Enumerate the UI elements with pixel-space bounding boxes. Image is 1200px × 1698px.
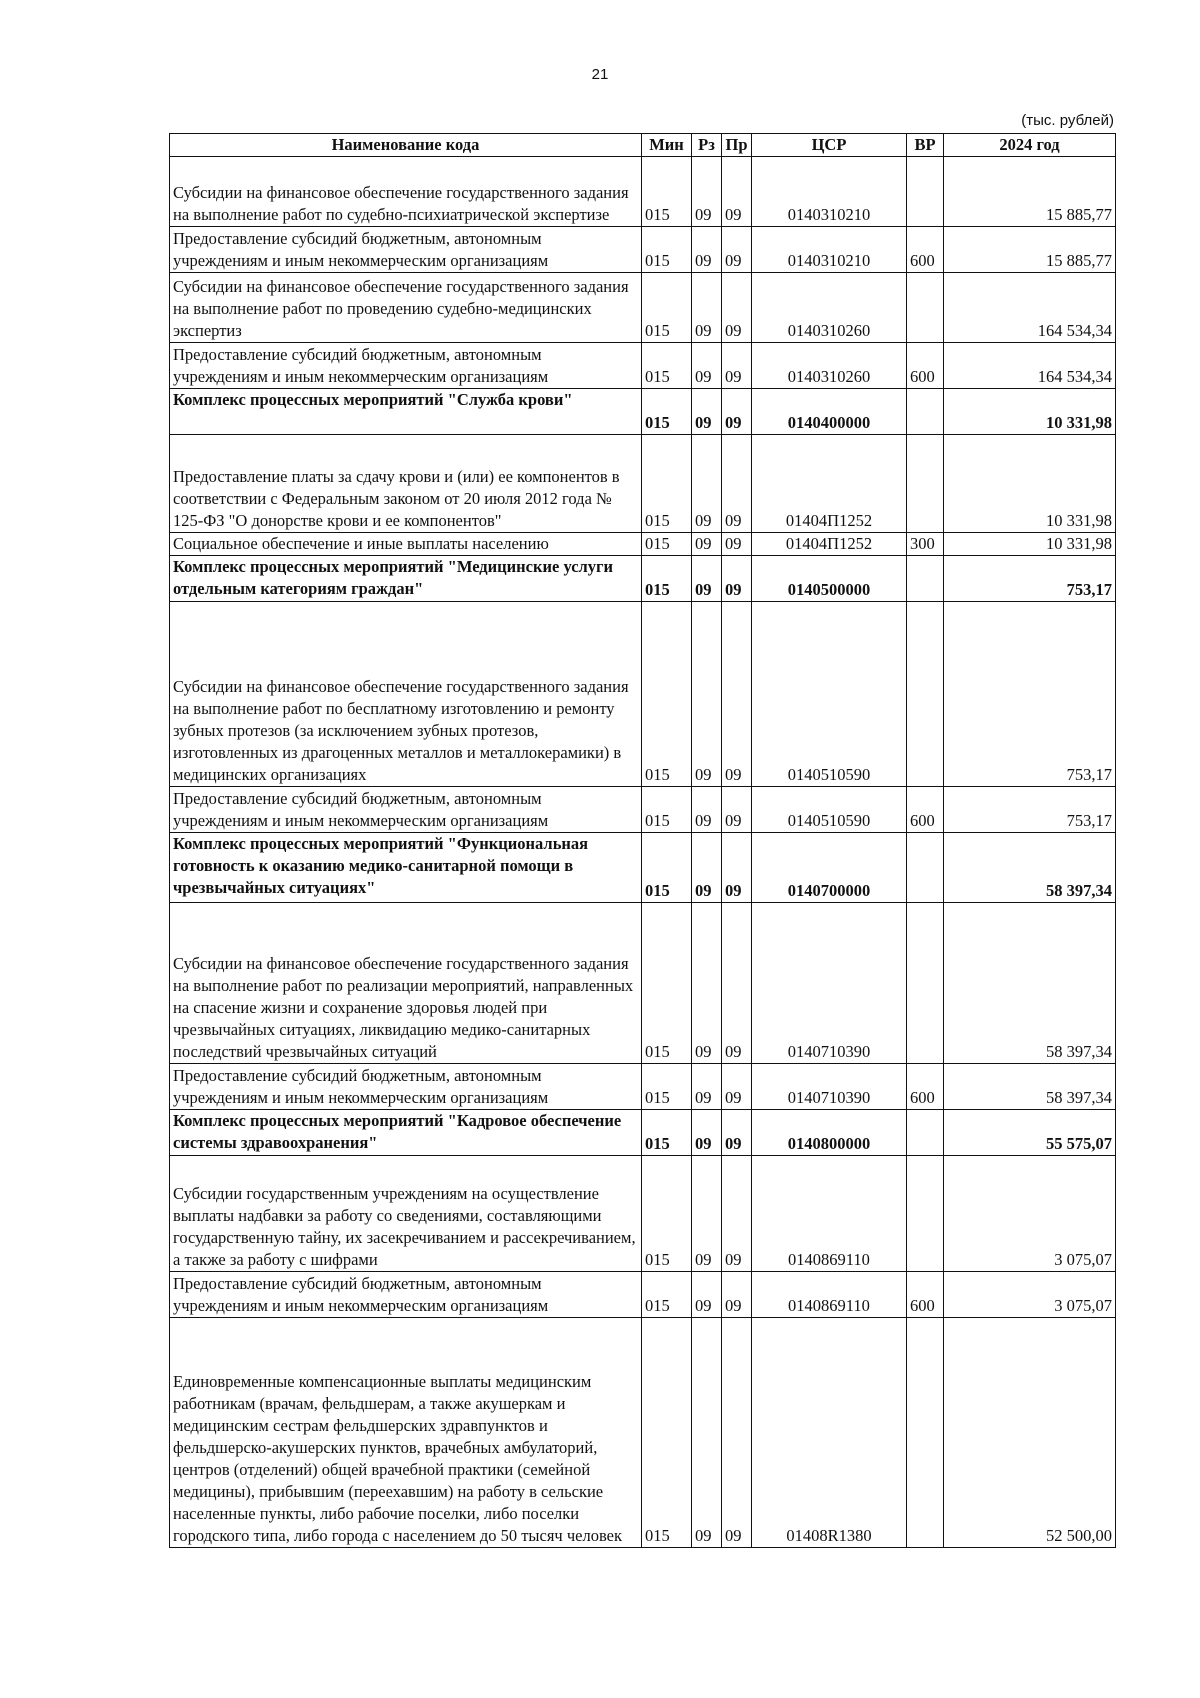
header-vr: ВР — [907, 134, 944, 157]
cell-rz: 09 — [692, 389, 722, 435]
cell-sum: 164 534,34 — [944, 273, 1116, 343]
cell-csr: 0140800000 — [752, 1110, 907, 1156]
cell-pr: 09 — [722, 343, 752, 389]
cell-vr — [907, 157, 944, 227]
table-row — [170, 787, 1116, 833]
cell-name: Предоставление платы за сдачу крови и (или) ее компонентов в соответствии с Федеральным законом от 20 июля 2012 года № 125-ФЗ "О донорстве крови и ее компонентов" — [170, 435, 642, 533]
cell-min: 015 — [642, 556, 692, 602]
table-row — [170, 1064, 1116, 1110]
cell-name: Субсидии на финансовое обеспечение государственного задания на выполнение работ по судебно-психиатрической экспертизе — [170, 157, 642, 227]
table-row — [170, 435, 1116, 533]
table-header-row — [170, 134, 1116, 157]
table-row — [170, 602, 1116, 787]
cell-sum: 10 331,98 — [944, 435, 1116, 533]
cell-csr: 01404П1252 — [752, 435, 907, 533]
cell-vr — [907, 1110, 944, 1156]
cell-vr: 600 — [907, 227, 944, 273]
header-pr: Пр — [722, 134, 752, 157]
cell-min: 015 — [642, 533, 692, 556]
cell-csr: 01408R1380 — [752, 1318, 907, 1548]
cell-vr: 600 — [907, 1064, 944, 1110]
cell-pr: 09 — [722, 833, 752, 903]
table-row-section — [170, 556, 1116, 602]
table-row — [170, 1318, 1116, 1548]
cell-pr: 09 — [722, 389, 752, 435]
cell-rz: 09 — [692, 1156, 722, 1272]
cell-csr: 0140869110 — [752, 1156, 907, 1272]
cell-vr: 600 — [907, 1272, 944, 1318]
cell-sum: 3 075,07 — [944, 1156, 1116, 1272]
table-row-section — [170, 1110, 1116, 1156]
cell-pr: 09 — [722, 533, 752, 556]
cell-name: Субсидии на финансовое обеспечение государственного задания на выполнение работ по проведению судебно-медицинских экспертиз — [170, 273, 642, 343]
cell-sum: 15 885,77 — [944, 227, 1116, 273]
cell-sum: 15 885,77 — [944, 157, 1116, 227]
cell-csr: 0140500000 — [752, 556, 907, 602]
cell-rz: 09 — [692, 435, 722, 533]
cell-pr: 09 — [722, 1110, 752, 1156]
cell-pr: 09 — [722, 435, 752, 533]
cell-name: Предоставление субсидий бюджетным, автономным учреждениям и иным некоммерческим организациям — [170, 227, 642, 273]
cell-csr: 0140400000 — [752, 389, 907, 435]
cell-name: Комплекс процессных мероприятий "Кадровое обеспечение системы здравоохранения" — [170, 1110, 642, 1156]
cell-csr: 0140310260 — [752, 343, 907, 389]
cell-name: Единовременные компенсационные выплаты медицинским работникам (врачам, фельдшерам, а также акушеркам и медицинским сестрам фельдшерских здравпунктов и фельдшерско-акушерских пунктов, врачебных амбулаторий, центров (отделений) общей врачебной практики (семейной медицины), прибывшим (переехавшим) на работу в сельские населенные пункты, либо рабочие поселки, либо поселки городского типа, либо города с населением до 50 тысяч человек — [170, 1318, 642, 1548]
cell-name: Комплекс процессных мероприятий "Служба крови" — [170, 389, 642, 435]
cell-vr: 600 — [907, 343, 944, 389]
header-sum: 2024 год — [944, 134, 1116, 157]
cell-pr: 09 — [722, 1318, 752, 1548]
cell-csr: 0140700000 — [752, 833, 907, 903]
header-min: Мин — [642, 134, 692, 157]
cell-rz: 09 — [692, 602, 722, 787]
page-number: 21 — [591, 66, 609, 83]
table-body — [170, 157, 1116, 1548]
cell-name: Субсидии государственным учреждениям на осуществление выплаты надбавки за работу со сведениями, составляющими государственную тайну, их засекречиванием и рассекречиванием, а также за работу с шифрами — [170, 1156, 642, 1272]
cell-min: 015 — [642, 227, 692, 273]
cell-csr: 01404П1252 — [752, 533, 907, 556]
cell-rz: 09 — [692, 273, 722, 343]
cell-sum: 753,17 — [944, 787, 1116, 833]
cell-csr: 0140710390 — [752, 1064, 907, 1110]
cell-rz: 09 — [692, 1110, 722, 1156]
table-row — [170, 1272, 1116, 1318]
cell-pr: 09 — [722, 157, 752, 227]
cell-min: 015 — [642, 903, 692, 1064]
cell-csr: 0140510590 — [752, 787, 907, 833]
cell-pr: 09 — [722, 787, 752, 833]
cell-csr: 0140869110 — [752, 1272, 907, 1318]
cell-vr — [907, 1318, 944, 1548]
cell-sum: 10 331,98 — [944, 533, 1116, 556]
cell-pr: 09 — [722, 1272, 752, 1318]
cell-csr: 0140310210 — [752, 227, 907, 273]
cell-sum: 3 075,07 — [944, 1272, 1116, 1318]
cell-pr: 09 — [722, 602, 752, 787]
cell-name: Комплекс процессных мероприятий "Функциональная готовность к оказанию медико-санитарной помощи в чрезвычайных ситуациях" — [170, 833, 642, 903]
table-row — [170, 157, 1116, 227]
cell-name: Предоставление субсидий бюджетным, автономным учреждениям и иным некоммерческим организациям — [170, 343, 642, 389]
budget-table — [169, 133, 1116, 1548]
cell-rz: 09 — [692, 1272, 722, 1318]
cell-csr: 0140510590 — [752, 602, 907, 787]
cell-rz: 09 — [692, 556, 722, 602]
header-name: Наименование кода — [170, 134, 642, 157]
cell-rz: 09 — [692, 787, 722, 833]
cell-sum: 55 575,07 — [944, 1110, 1116, 1156]
cell-rz: 09 — [692, 343, 722, 389]
cell-rz: 09 — [692, 833, 722, 903]
cell-rz: 09 — [692, 533, 722, 556]
cell-name: Предоставление субсидий бюджетным, автономным учреждениям и иным некоммерческим организациям — [170, 1064, 642, 1110]
cell-csr: 0140310260 — [752, 273, 907, 343]
cell-sum: 58 397,34 — [944, 1064, 1116, 1110]
cell-rz: 09 — [692, 1064, 722, 1110]
cell-vr — [907, 903, 944, 1064]
cell-vr — [907, 833, 944, 903]
cell-min: 015 — [642, 833, 692, 903]
cell-vr — [907, 273, 944, 343]
cell-pr: 09 — [722, 227, 752, 273]
cell-vr — [907, 435, 944, 533]
cell-vr — [907, 389, 944, 435]
cell-min: 015 — [642, 787, 692, 833]
cell-vr: 600 — [907, 787, 944, 833]
cell-sum: 58 397,34 — [944, 833, 1116, 903]
units-label: (тыс. рублей) — [1021, 112, 1114, 129]
table-row — [170, 227, 1116, 273]
cell-min: 015 — [642, 389, 692, 435]
cell-min: 015 — [642, 602, 692, 787]
table-row — [170, 533, 1116, 556]
cell-min: 015 — [642, 273, 692, 343]
cell-vr — [907, 1156, 944, 1272]
table-row — [170, 903, 1116, 1064]
table-row-section — [170, 389, 1116, 435]
cell-name: Предоставление субсидий бюджетным, автономным учреждениям и иным некоммерческим организациям — [170, 787, 642, 833]
cell-rz: 09 — [692, 903, 722, 1064]
header-csr: ЦСР — [752, 134, 907, 157]
cell-rz: 09 — [692, 227, 722, 273]
table-row — [170, 343, 1116, 389]
cell-pr: 09 — [722, 1064, 752, 1110]
cell-name: Субсидии на финансовое обеспечение государственного задания на выполнение работ по реализации мероприятий, направленных на спасение жизни и сохранение здоровья людей при чрезвычайных ситуациях, ликвидацию медико-санитарных последствий чрезвычайных ситуаций — [170, 903, 642, 1064]
cell-vr — [907, 602, 944, 787]
cell-sum: 164 534,34 — [944, 343, 1116, 389]
cell-sum: 52 500,00 — [944, 1318, 1116, 1548]
cell-name: Субсидии на финансовое обеспечение государственного задания на выполнение работ по бесплатному изготовлению и ремонту зубных протезов (за исключением зубных протезов, изготовленных из драгоценных металлов и металлокерамики) в медицинских организациях — [170, 602, 642, 787]
cell-min: 015 — [642, 157, 692, 227]
cell-csr: 0140710390 — [752, 903, 907, 1064]
cell-min: 015 — [642, 1156, 692, 1272]
cell-min: 015 — [642, 435, 692, 533]
cell-min: 015 — [642, 1318, 692, 1548]
cell-sum: 58 397,34 — [944, 903, 1116, 1064]
cell-sum: 10 331,98 — [944, 389, 1116, 435]
cell-sum: 753,17 — [944, 602, 1116, 787]
table-row-section — [170, 833, 1116, 903]
cell-rz: 09 — [692, 1318, 722, 1548]
cell-rz: 09 — [692, 157, 722, 227]
cell-min: 015 — [642, 343, 692, 389]
cell-min: 015 — [642, 1064, 692, 1110]
header-rz: Рз — [692, 134, 722, 157]
cell-name: Социальное обеспечение и иные выплаты населению — [170, 533, 642, 556]
cell-csr: 0140310210 — [752, 157, 907, 227]
cell-min: 015 — [642, 1272, 692, 1318]
cell-sum: 753,17 — [944, 556, 1116, 602]
cell-vr — [907, 556, 944, 602]
cell-name: Комплекс процессных мероприятий "Медицинские услуги отдельным категориям граждан" — [170, 556, 642, 602]
cell-pr: 09 — [722, 1156, 752, 1272]
table-row — [170, 1156, 1116, 1272]
cell-pr: 09 — [722, 903, 752, 1064]
cell-vr: 300 — [907, 533, 944, 556]
cell-pr: 09 — [722, 556, 752, 602]
cell-pr: 09 — [722, 273, 752, 343]
table-row — [170, 273, 1116, 343]
cell-min: 015 — [642, 1110, 692, 1156]
cell-name: Предоставление субсидий бюджетным, автономным учреждениям и иным некоммерческим организациям — [170, 1272, 642, 1318]
